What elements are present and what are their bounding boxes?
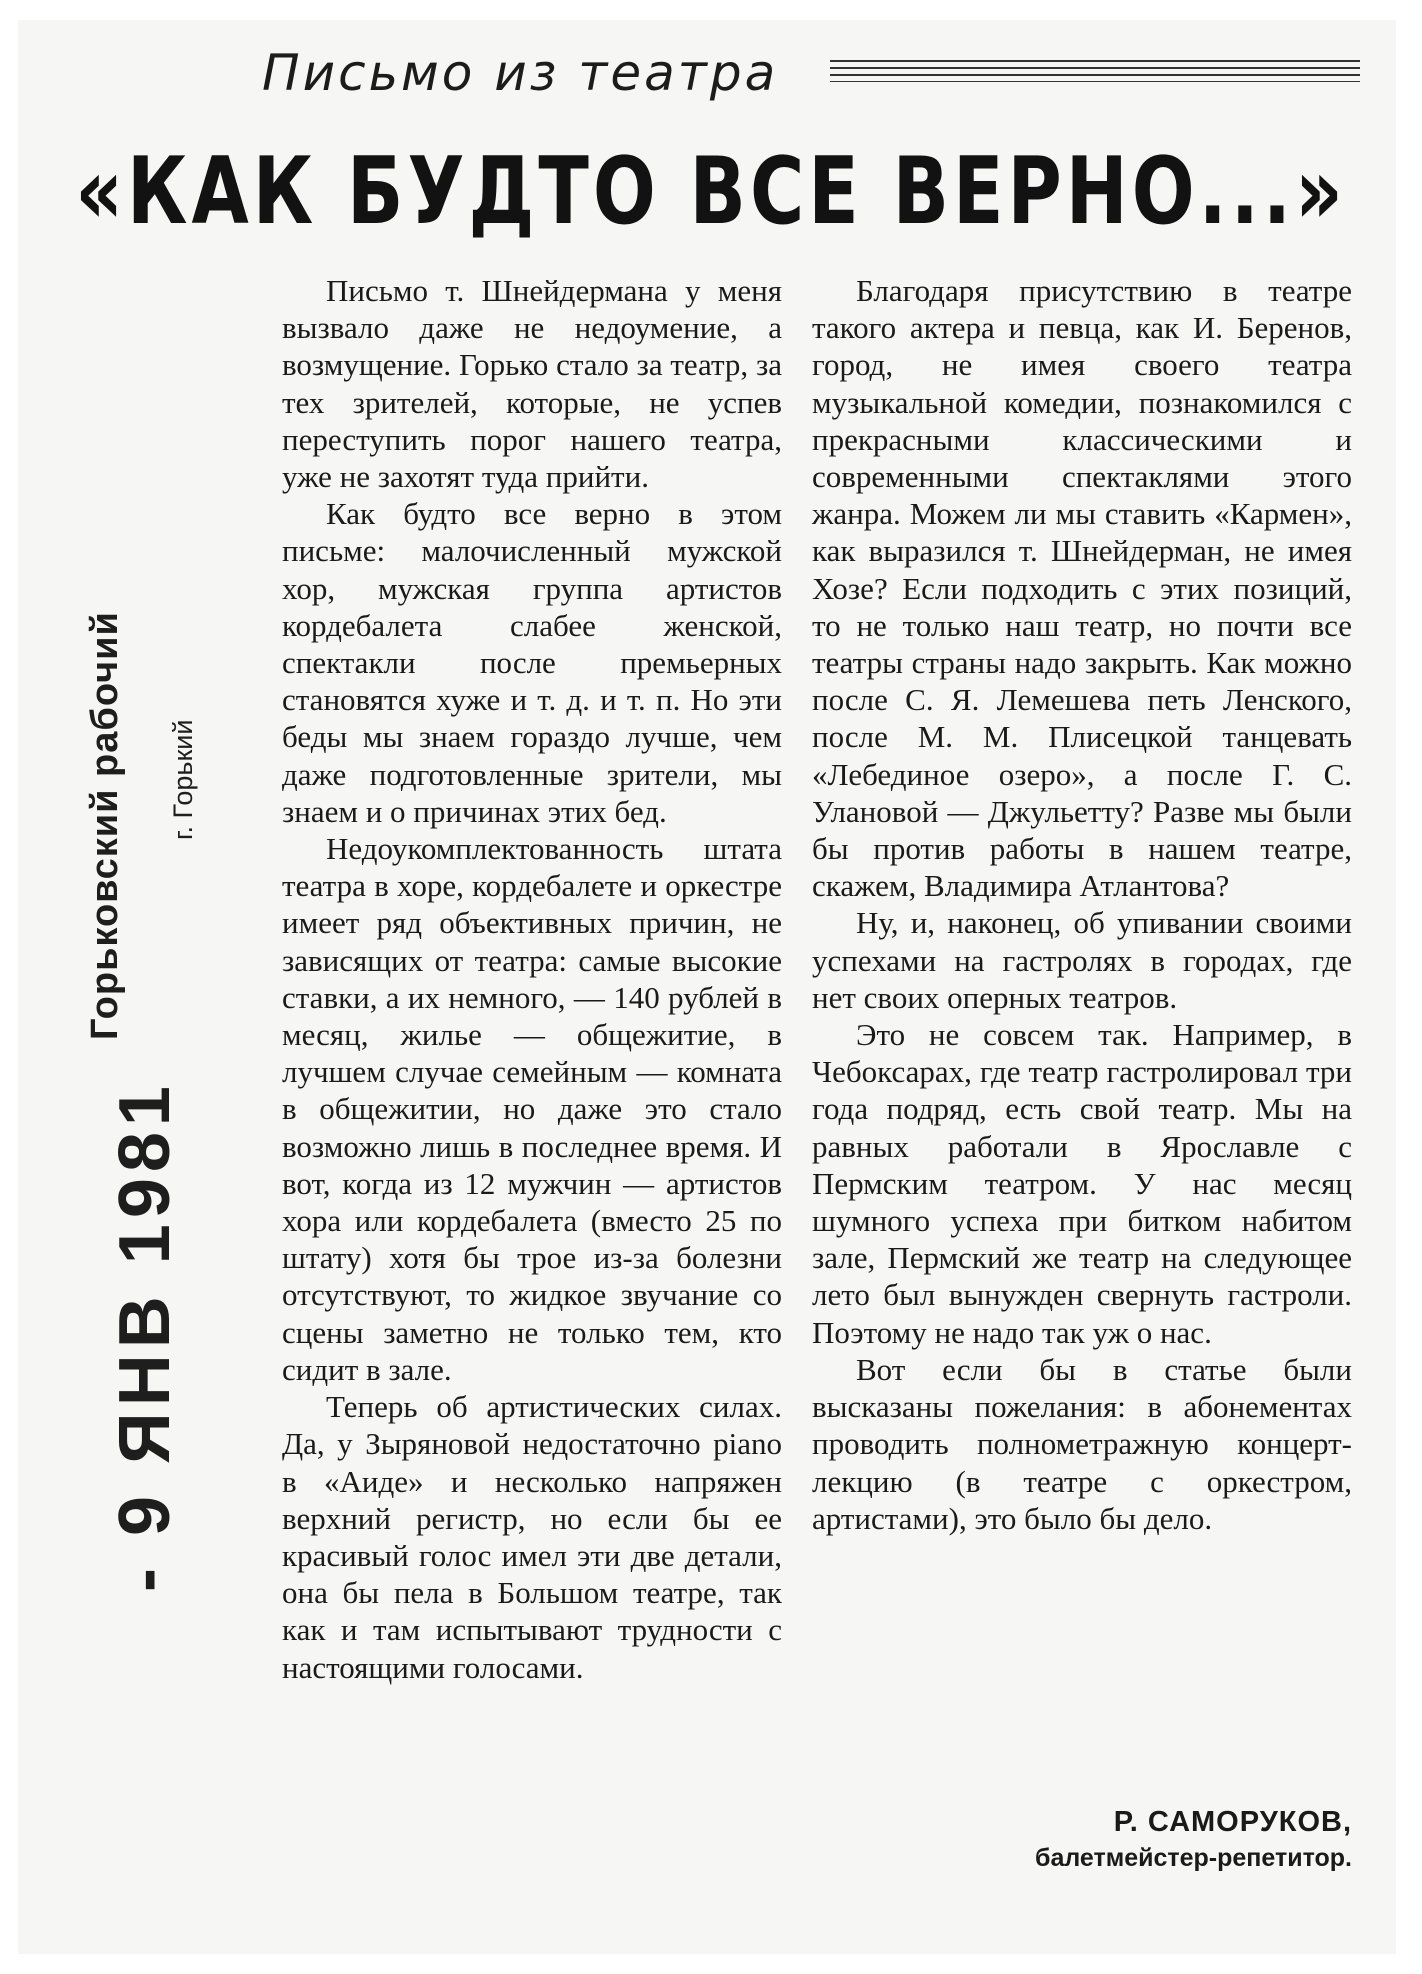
date-stamp: - 9 ЯНВ 1981 [105, 1080, 185, 1592]
city-stamp: г. Горький [168, 719, 198, 840]
rubric-divider [830, 60, 1360, 82]
paragraph: Вот если бы в статье были высказаны пожелания: в абонементах проводить полнометражную концерт-лекцию (в театре с оркестром, артистами), это было бы дело. [812, 1351, 1352, 1536]
paragraph: Как будто все верно в этом письме: малочисленный мужской хор, мужская группа артистов кордебалета слабее женской, спектакли после премьерных становятся хуже и т. д. и т. п. Но эти беды мы знаем гораздо лучше, чем даже подготовленные зрители, мы знаем и о причинах этих бед. [282, 496, 782, 829]
author-name: Р. САМОРУКОВ, [1113, 1806, 1352, 1838]
author-title: балетмейстер-репетитор. [1035, 1844, 1352, 1872]
newspaper-name-stamp: Горьковский рабочий [84, 611, 126, 1040]
article-column-right [812, 272, 1352, 1537]
paragraph: Благодаря присутствию в театре такого актера и певца, как И. Беренов, город, не имея своего театра музыкальной комедии, познакомился с прекрасными классическими и современными спектаклями этого жанра. Можем ли мы ставить «Кармен», как выразился т. Шнейдерман, не имея Хозе? Если подходить с этих позиций, то не только наш театр, но почти все театры страны надо закрыть. Как можно после С. Я. Лемешева петь Ленского, после М. М. Плисецкой танцевать «Лебединое озеро», а после Г. С. Улановой — Джульетту? Разве мы были бы против работы в нашем театре, скажем, Владимира Атлантова? [812, 273, 1352, 904]
article-column-left [282, 272, 782, 1686]
paragraph: Теперь об артистических силах. Да, у Зыряновой недостаточно piano в «Аиде» и несколько напряжен верхний регистр, но если бы ее красивый голос имел эти две детали, она бы пела в Большом театре, так как и там испытывают трудности с настоящими голосами. [282, 1389, 782, 1685]
paragraph: Недоукомплектованность штата театра в хоре, кордебалете и оркестре имеет ряд объективных причин, не зависящих от театра: самые высокие ставки, а их немного, — 140 рублей в месяц, жилье — общежитие, в лучшем случае семейным — комната в общежитии, но даже это стало возможно лишь в последнее время. И вот, когда из 12 мужчин — артистов хора или кордебалета (вместо 25 по штату) хотя бы трое из-за болезни отсутствуют, то жидкое звучание со сцены заметно не только тем, кто сидит в зале. [282, 831, 782, 1387]
paragraph: Это не совсем так. Например, в Чебоксарах, где театр гастролировал три года подряд, есть свой театр. Мы на равных работали в Ярославле с Пермским театром. У нас месяц шумного успеха при битком набитом зале, Пермский же театр на следующее лето был вынужден свернуть гастроли. Поэтому не надо так уж о нас. [812, 1017, 1352, 1350]
article-headline: «КАК БУДТО ВСЕ ВЕРНО...» [75, 138, 1347, 246]
rubric-title: Письмо из театра [262, 44, 779, 102]
paragraph: Ну, и, наконец, об упивании своими успехами на гастролях в городах, где нет своих оперных театров. [812, 905, 1352, 1015]
paragraph: Письмо т. Шнейдермана у меня вызвало даже не недоумение, а возмущение. Горько стало за театр, за тех зрителей, которые, не успев переступить порог нашего театра, уже не захотят туда прийти. [282, 273, 782, 495]
